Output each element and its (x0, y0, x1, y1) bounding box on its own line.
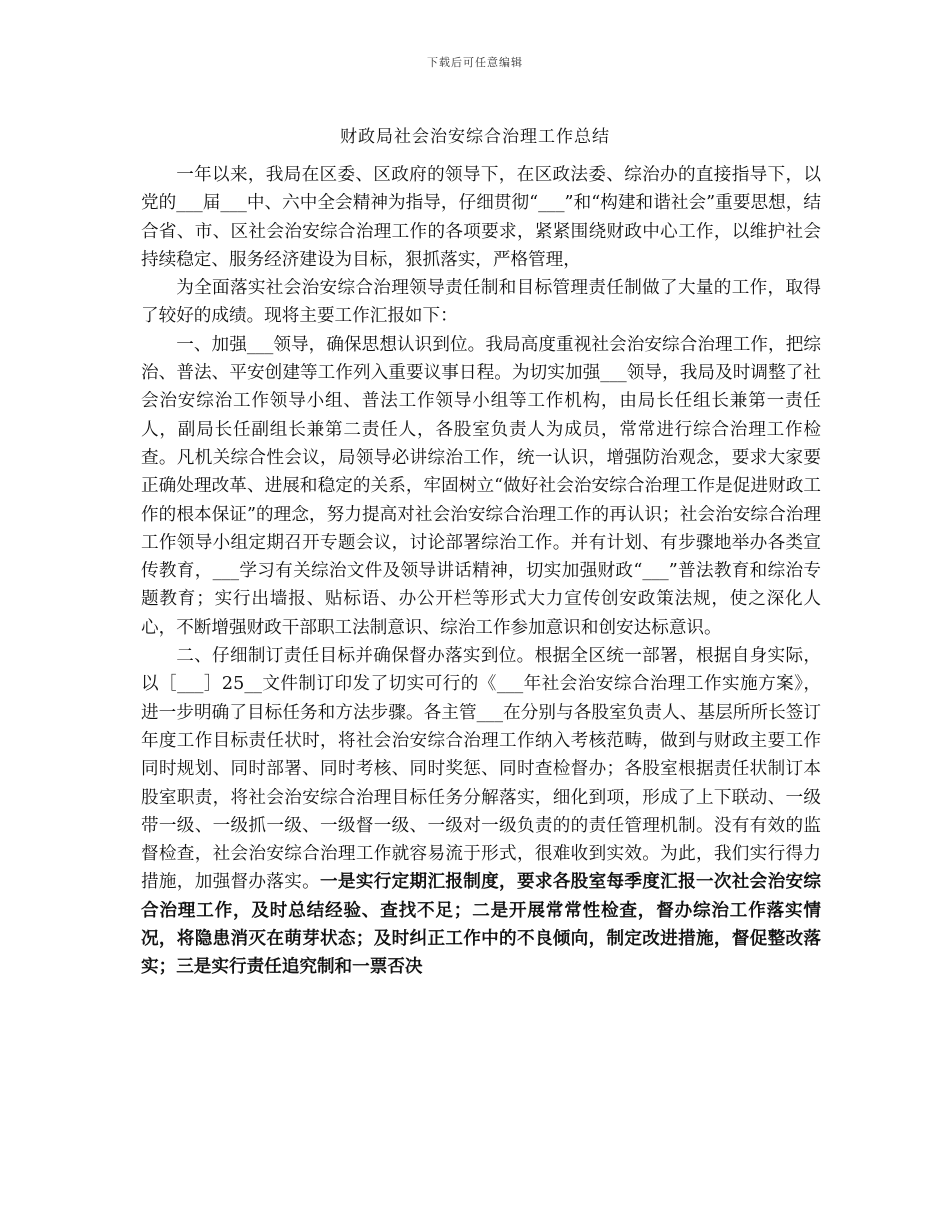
document-title: 财政局社会治安综合治理工作总结 (340, 127, 610, 147)
document-body (141, 161, 821, 982)
paragraph-intro: 一年以来，我局在区委、区政府的领导下，在区政法委、综治办的直接指导下，以党的___届___中、六中全会精神为指导，仔细贯彻“___”和“构建和谐社会”重要思想，结合省、市、区社会治安综合治理工作的各项要求，紧紧围绕财政中心工作，以维护社会持续稳定、服务经济建设为目标，狠抓落实，严格管理， (141, 165, 821, 270)
paragraph-section-2-text: 二、仔细制订责任目标并确保督办落实到位。根据全区统一部署，根据自身实际，以［___］25__文件制订印发了切实可行的《___年社会治安综合治理工作实施方案》，进一步明确了目标任务和方法步骤。各主管___在分别与各股室负责人、基层所所长签订年度工作目标责任状时，将社会治安综合治理工作纳入考核范畴，做到与财政主要工作同时规划、同时部署、同时考核、同时奖惩、同时查检督办；各股室根据责任状制订本股室职责，将社会治安综合治理目标任务分解落实，细化到项，形成了上下联动、一级带一级、一级抓一级、一级督一级、一级对一级负责的的责任管理机制。没有有效的监督检查，社会治安综合治理工作就容易流于形式，很难收到实效。为此，我们实行得力措施，加强督办落实。 (141, 646, 821, 893)
paragraph-summary: 为全面落实社会治安综合治理领导责任制和目标管理责任制做了大量的工作，取得了较好的成绩。现将主要工作汇报如下： (141, 278, 821, 327)
paragraph-section-1: 一、加强___领导，确保思想认识到位。我局高度重视社会治安综合治理工作，把综治、普法、平安创建等工作列入重要议事日程。为切实加强___领导，我局及时调整了社会治安综治工作领导小组、普法工作领导小组等工作机构，由局长任组长兼第一责任人，副局长任副组长兼第二责任人，各股室负责人为成员，常常进行综合治理工作检查。凡机关综合性会议，局领导必讲综治工作，统一认识，增强防治观念，要求大家要正确处理改革、进展和稳定的关系，牢固树立“做好社会治安综合治理工作是促进财政工作的根本保证”的理念，努力提高对社会治安综合治理工作的再认识；社会治安综合治理工作领导小组定期召开专题会议，讨论部署综治工作。并有计划、有步骤地举办各类宣传教育，___学习有关综治文件及领导讲话精神，切实加强财政“___”普法教育和综治专题教育；实行出墙报、贴标语、办公开栏等形式大力宣传创安政策法规，使之深化人心，不断增强财政干部职工法制意识、综治工作参加意识和创安达标意识。 (141, 334, 821, 638)
header-note: 下载后可任意编辑 (427, 56, 523, 69)
paragraph-section-2 (141, 642, 821, 982)
paragraph-section-2-bold: 一是实行定期汇报制度，要求各股室每季度汇报一次社会治安综合治理工作，及时总结经验、查找不足；二是开展常常性检查，督办综治工作落实情况，将隐患消灭在萌芽状态；及时纠正工作中的不良倾向，制定改进措施，督促整改落实；三是实行责任追究制和一票否决 (141, 871, 821, 978)
